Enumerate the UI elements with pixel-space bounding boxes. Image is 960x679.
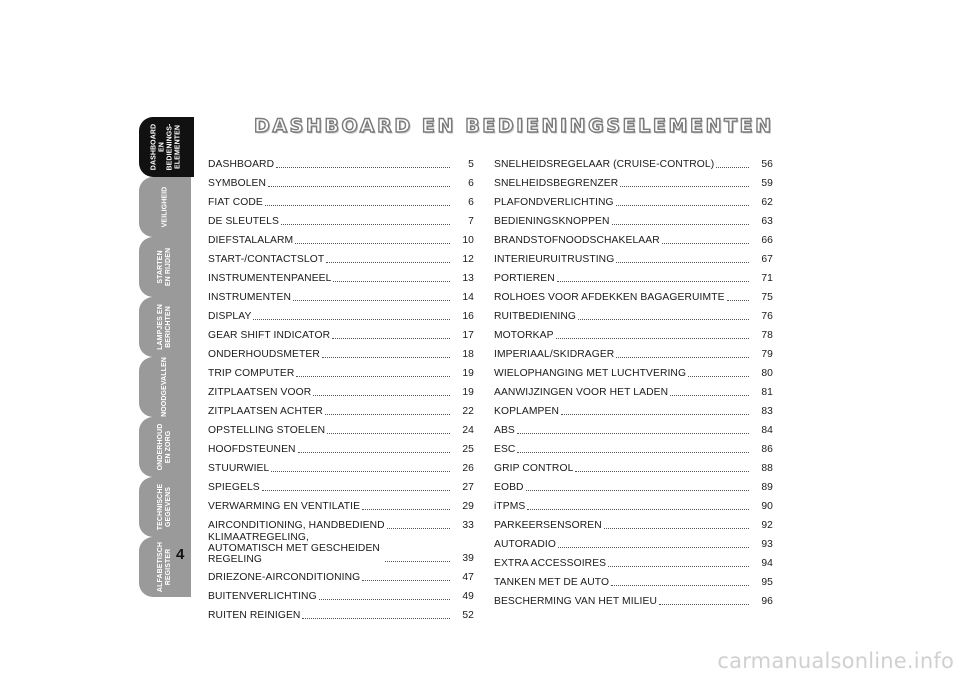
toc-entry-title: BUITENVERLICHTING <box>208 591 317 602</box>
toc-entry[interactable] <box>208 285 474 304</box>
tab-technische-gegevens[interactable] <box>139 477 191 537</box>
toc-page-number: 12 <box>462 254 474 265</box>
toc-dot-leader <box>296 376 450 377</box>
toc-dot-leader <box>313 395 450 396</box>
toc-page-number: 14 <box>462 292 474 303</box>
toc-entry-title: DE SLEUTELS <box>208 216 279 227</box>
toc-entry-title: KLIMAATREGELING, AUTOMATISCH MET GESCHEIDEN REGELING <box>208 532 380 565</box>
toc-entry-title: BRANDSTOFNOODSCHAKELAAR <box>494 235 660 246</box>
toc-entry-title: WIELOPHANGING MET LUCHTVERING <box>494 368 687 379</box>
toc-dot-leader <box>385 561 450 562</box>
toc-entry[interactable] <box>208 456 474 475</box>
toc-entry-title: GEAR SHIFT INDICATOR <box>208 330 331 341</box>
toc-entry-title: SNELHEIDSBEGRENZER <box>494 178 619 189</box>
toc-page-number: 39 <box>462 553 474 564</box>
toc-entry-title: TANKEN MET DE AUTO <box>494 577 610 588</box>
toc-dot-leader <box>362 580 450 581</box>
toc-page-number: 63 <box>761 216 773 227</box>
toc-entry-title: SYMBOLEN <box>208 178 267 189</box>
toc-page-number: 56 <box>761 159 773 170</box>
toc-entry-title: ONDERHOUDSMETER <box>208 349 320 360</box>
toc-page-number: 10 <box>462 235 474 246</box>
toc-page-number: 96 <box>761 596 773 607</box>
toc-dot-leader <box>325 414 450 415</box>
toc-page-number: 71 <box>761 273 773 284</box>
toc-dot-leader <box>561 414 749 415</box>
toc-entry-title: ROLHOES VOOR AFDEKKEN BAGAGERUIMTE <box>494 292 725 303</box>
toc-page-number: 67 <box>761 254 773 265</box>
page-number: 4 <box>176 546 185 563</box>
toc-entry-title: RUITBEDIENING <box>494 311 576 322</box>
tab-label: ONDERHOUD EN ZORG <box>157 423 172 471</box>
toc-page-number: 13 <box>462 273 474 284</box>
toc-dot-leader <box>616 205 749 206</box>
toc-entry-title: PLAFONDVERLICHTING <box>494 197 614 208</box>
toc-page-number: 29 <box>462 501 474 512</box>
toc-dot-leader <box>670 395 749 396</box>
toc-page-number: 59 <box>761 178 773 189</box>
toc-entry-title: EOBD <box>494 482 524 493</box>
toc-page-number: 49 <box>462 591 474 602</box>
toc-entry[interactable] <box>208 342 474 361</box>
toc-entry-title: DASHBOARD <box>208 159 275 170</box>
toc-entry[interactable] <box>494 570 773 589</box>
toc-entry[interactable] <box>494 494 773 513</box>
toc-page-number: 94 <box>761 558 773 569</box>
toc-entry-title: INSTRUMENTEN <box>208 292 292 303</box>
toc-page-number: 16 <box>462 311 474 322</box>
toc-entry-title: ESC <box>494 444 516 455</box>
toc-entry-title: FIAT CODE <box>208 197 263 208</box>
toc-dot-leader <box>293 300 450 301</box>
toc-dot-leader <box>558 547 749 548</box>
tab-lampjes-en-berichten[interactable] <box>139 297 191 357</box>
tab-label: ALFABETISCH REGISTER <box>157 541 172 593</box>
toc-entry-title: ZITPLAATSEN VOOR <box>208 387 312 398</box>
toc-entry[interactable] <box>208 228 474 247</box>
toc-page-number: 89 <box>761 482 773 493</box>
toc-dot-leader <box>265 205 450 206</box>
toc-entry-title: TRIP COMPUTER <box>208 368 295 379</box>
toc-entry[interactable] <box>208 532 474 565</box>
toc-entry[interactable] <box>494 304 773 323</box>
toc-dot-leader <box>517 452 749 453</box>
toc-entry-title: AIRCONDITIONING, HANDBEDIEND <box>208 520 385 531</box>
toc-dot-leader <box>526 490 749 491</box>
toc-entry-title: AUTORADIO <box>494 539 556 550</box>
toc-entry[interactable] <box>208 380 474 399</box>
toc-page-number: 19 <box>462 368 474 379</box>
toc-entry-title: SPIEGELS <box>208 482 260 493</box>
toc-entry-title: MOTORKAP <box>494 330 554 341</box>
toc-entry-title: OPSTELLING STOELEN <box>208 425 326 436</box>
toc-dot-leader <box>332 338 450 339</box>
toc-page-number: 81 <box>761 387 773 398</box>
toc-entry-title: HOOFDSTEUNEN <box>208 444 296 455</box>
toc-entry[interactable] <box>494 532 773 551</box>
toc-entry[interactable] <box>208 418 474 437</box>
toc-dot-leader <box>302 618 450 619</box>
toc-entry[interactable] <box>494 456 773 475</box>
toc-dot-leader <box>319 599 450 600</box>
toc-dot-leader <box>327 433 450 434</box>
toc-page-number: 79 <box>761 349 773 360</box>
toc-entry-title: iTPMS <box>494 501 526 512</box>
toc-entry[interactable] <box>494 342 773 361</box>
tab-dashboard[interactable] <box>139 117 194 177</box>
toc-entry-title: STUURWIEL <box>208 463 270 474</box>
toc-entry[interactable] <box>208 437 474 456</box>
toc-page-number: 84 <box>761 425 773 436</box>
toc-entry-title: ZITPLAATSEN ACHTER <box>208 406 323 417</box>
toc-dot-leader <box>662 243 749 244</box>
toc-page-number: 83 <box>761 406 773 417</box>
toc-entry[interactable] <box>494 437 773 456</box>
toc-entry-title: VERWARMING EN VENTILATIE <box>208 501 361 512</box>
toc-entry[interactable] <box>208 190 474 209</box>
page-title: DASHBOARD EN BEDIENINGSELEMENTEN <box>254 115 774 137</box>
toc-dot-leader <box>333 281 450 282</box>
toc-entry[interactable] <box>494 247 773 266</box>
toc-page-number: 88 <box>761 463 773 474</box>
toc-dot-leader <box>527 509 749 510</box>
toc-entry-title: BESCHERMING VAN HET MILIEU <box>494 596 657 607</box>
toc-dot-leader <box>659 604 749 605</box>
toc-entry[interactable] <box>208 304 474 323</box>
toc-entry[interactable] <box>494 399 773 418</box>
toc-dot-leader <box>253 319 450 320</box>
tab-starten-en-rijden[interactable] <box>139 237 191 297</box>
toc-entry[interactable] <box>208 152 474 171</box>
toc-entry[interactable] <box>494 209 773 228</box>
toc-entry[interactable] <box>494 228 773 247</box>
toc-entry[interactable] <box>208 323 474 342</box>
toc-entry[interactable] <box>208 565 474 584</box>
toc-entry-title: SNELHEIDSREGELAAR (CRUISE-CONTROL) <box>494 159 715 170</box>
toc-dot-leader <box>620 186 749 187</box>
toc-entry[interactable] <box>494 266 773 285</box>
toc-entry[interactable] <box>208 584 474 603</box>
toc-dot-leader <box>262 490 450 491</box>
toc-entry[interactable] <box>494 190 773 209</box>
toc-dot-leader <box>281 224 450 225</box>
toc-entry-title: DISPLAY <box>208 311 252 322</box>
toc-page-number: 26 <box>462 463 474 474</box>
toc-entry-title: KOPLAMPEN <box>494 406 559 417</box>
toc-dot-leader <box>604 528 749 529</box>
toc-dot-leader <box>616 262 749 263</box>
toc-page-number: 47 <box>462 572 474 583</box>
toc-right-column <box>494 152 773 608</box>
tab-label: LAMPJES EN BERICHTEN <box>157 304 172 350</box>
toc-entry-title: DIEFSTALALARM <box>208 235 294 246</box>
toc-entry[interactable] <box>208 603 474 622</box>
toc-page-number: 22 <box>462 406 474 417</box>
toc-entry[interactable] <box>494 323 773 342</box>
toc-entry-title: RUITEN REINIGEN <box>208 610 301 621</box>
toc-left-column <box>208 152 474 622</box>
toc-dot-leader <box>268 186 450 187</box>
tab-noodgevallen[interactable] <box>139 357 191 417</box>
toc-entry[interactable] <box>208 171 474 190</box>
toc-entry[interactable] <box>208 494 474 513</box>
toc-entry-title: INSTRUMENTENPANEEL <box>208 273 332 284</box>
toc-dot-leader <box>612 224 749 225</box>
toc-page-number: 92 <box>761 520 773 531</box>
toc-page-number: 52 <box>462 610 474 621</box>
toc-page-number: 18 <box>462 349 474 360</box>
toc-entry[interactable] <box>494 418 773 437</box>
toc-entry[interactable] <box>208 209 474 228</box>
toc-entry-title: ABS <box>494 425 515 436</box>
toc-page-number: 75 <box>761 292 773 303</box>
toc-dot-leader <box>608 566 749 567</box>
toc-entry-title: AANWIJZINGEN VOOR HET LADEN <box>494 387 669 398</box>
toc-entry[interactable] <box>208 266 474 285</box>
toc-page-number: 33 <box>462 520 474 531</box>
toc-dot-leader <box>295 243 450 244</box>
toc-entry[interactable] <box>494 551 773 570</box>
tab-label: DASHBOARD EN BEDIENINGS- ELEMENTEN <box>150 123 182 171</box>
toc-entry[interactable] <box>494 361 773 380</box>
toc-dot-leader <box>387 528 450 529</box>
tab-label: VEILIGHEID <box>161 186 168 228</box>
toc-dot-leader <box>727 300 749 301</box>
toc-entry[interactable] <box>208 361 474 380</box>
toc-dot-leader <box>575 471 749 472</box>
toc-page-number: 7 <box>468 216 474 227</box>
toc-dot-leader <box>298 452 450 453</box>
toc-entry-title: IMPERIAAL/SKIDRAGER <box>494 349 615 360</box>
toc-dot-leader <box>326 262 450 263</box>
toc-page-number: 6 <box>468 197 474 208</box>
toc-page-number: 17 <box>462 330 474 341</box>
toc-dot-leader <box>611 585 749 586</box>
toc-entry[interactable] <box>208 247 474 266</box>
toc-page-number: 6 <box>468 178 474 189</box>
toc-dot-leader <box>271 471 450 472</box>
watermark: carmanualsonline.info <box>717 649 954 673</box>
tab-label: NOODGEVALLEN <box>161 357 169 417</box>
toc-dot-leader <box>362 509 450 510</box>
toc-page-number: 19 <box>462 387 474 398</box>
toc-dot-leader <box>276 167 450 168</box>
toc-entry-title: EXTRA ACCESSOIRES <box>494 558 607 569</box>
toc-page-number: 25 <box>462 444 474 455</box>
toc-entry[interactable] <box>208 399 474 418</box>
toc-entry-title: DRIEZONE-AIRCONDITIONING <box>208 572 361 583</box>
toc-page-number: 5 <box>468 159 474 170</box>
tab-onderhoud-en-zorg[interactable] <box>139 417 191 477</box>
toc-dot-leader <box>557 281 749 282</box>
toc-page-number: 80 <box>761 368 773 379</box>
toc-entry[interactable] <box>494 475 773 494</box>
toc-entry[interactable] <box>494 152 773 171</box>
toc-entry-title: INTERIEURUITRUSTING <box>494 254 615 265</box>
toc-entry[interactable] <box>208 513 474 532</box>
toc-dot-leader <box>322 357 450 358</box>
toc-page-number: 86 <box>761 444 773 455</box>
tab-label: TECHNISCHE GEGEVENS <box>157 483 172 531</box>
toc-entry[interactable] <box>494 285 773 304</box>
toc-dot-leader <box>716 167 749 168</box>
toc-dot-leader <box>578 319 749 320</box>
toc-entry[interactable] <box>494 380 773 399</box>
toc-page-number: 27 <box>462 482 474 493</box>
toc-entry-title: GRIP CONTROL <box>494 463 574 474</box>
tab-veiligheid[interactable] <box>139 177 191 237</box>
toc-page-number: 62 <box>761 197 773 208</box>
toc-page-number: 24 <box>462 425 474 436</box>
toc-page-number: 95 <box>761 577 773 588</box>
tab-label: STARTEN EN RIJDEN <box>157 247 172 287</box>
toc-page-number: 78 <box>761 330 773 341</box>
toc-dot-leader <box>556 338 749 339</box>
toc-dot-leader <box>688 376 749 377</box>
toc-page-number: 66 <box>761 235 773 246</box>
toc-dot-leader <box>616 357 749 358</box>
toc-dot-leader <box>517 433 749 434</box>
toc-entry[interactable] <box>494 513 773 532</box>
toc-entry-title: PORTIEREN <box>494 273 555 284</box>
toc-entry[interactable] <box>494 171 773 190</box>
toc-page-number: 90 <box>761 501 773 512</box>
toc-entry-title: START-/CONTACTSLOT <box>208 254 325 265</box>
toc-entry[interactable] <box>494 589 773 608</box>
toc-page-number: 93 <box>761 539 773 550</box>
toc-entry-title: PARKEERSENSOREN <box>494 520 602 531</box>
toc-entry-title: BEDIENINGSKNOPPEN <box>494 216 610 227</box>
toc-page-number: 76 <box>761 311 773 322</box>
toc-entry[interactable] <box>208 475 474 494</box>
